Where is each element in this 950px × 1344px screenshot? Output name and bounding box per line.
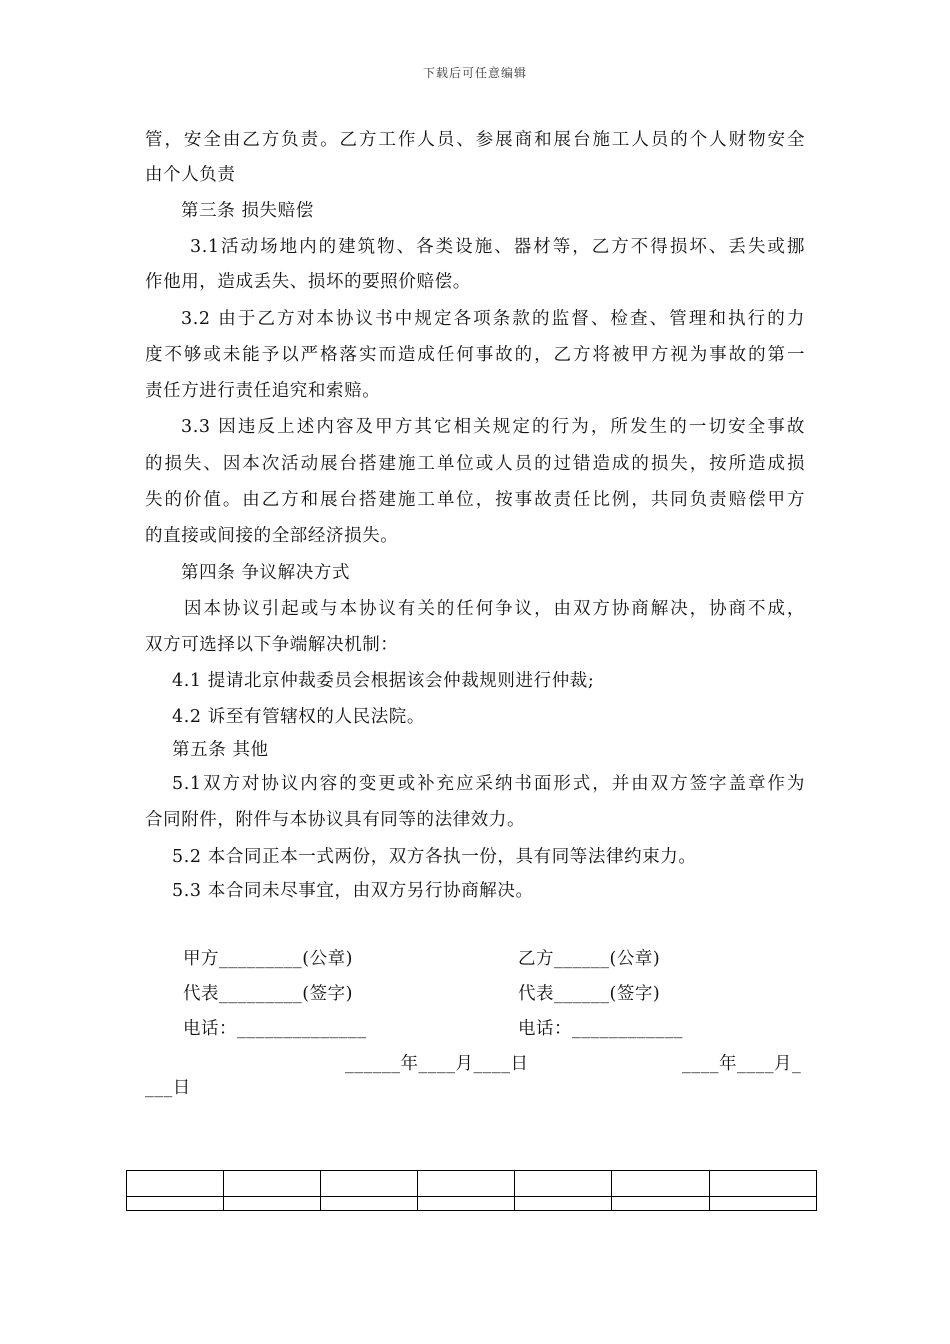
clause-4-line: 因本协议引起或与本协议有关的任何争议，由双方协商解决，协商不成， [184, 599, 805, 619]
clause-3-3-line: 3.3 因违反上述内容及甲方其它相关规定的行为，所发生的一切安全事故 [181, 417, 805, 437]
clause-3-2-line: 度不够或未能予以严格落实而造成任何事故的，乙方将被甲方视为事故的第一 [145, 345, 805, 365]
article-5-heading: 第五条 其他 [172, 740, 269, 760]
article-4-heading: 第四条 争议解决方式 [181, 563, 351, 583]
party-a-representative-line: 代表_________(签字) [183, 984, 353, 1004]
table-row [127, 1197, 817, 1211]
clause-4-2: 4.2 诉至有管辖权的人民法院。 [172, 707, 425, 727]
party-a-date-line: ______年____月____日 [345, 1054, 529, 1074]
table-cell [710, 1197, 817, 1211]
table-cell [612, 1197, 710, 1211]
table-cell [515, 1171, 612, 1197]
party-b-phone-line: 电话：____________ [518, 1019, 683, 1039]
clause-5-3: 5.3 本合同未尽事宜，由双方另行协商解决。 [172, 881, 534, 901]
table-cell [710, 1171, 817, 1197]
table-cell [321, 1197, 418, 1211]
table-cell [418, 1171, 515, 1197]
clause-text-line: 由个人负责 [145, 165, 236, 185]
clause-text-line: 管，安全由乙方负责。乙方工作人员、参展商和展台施工人员的个人财物安全 [145, 130, 805, 150]
clause-3-3-line: 的直接或间接的全部经济损失。 [145, 526, 399, 546]
table-cell [224, 1197, 321, 1211]
clause-3-2-line: 3.2 由于乙方对本协议书中规定各项条款的监督、检查、管理和执行的力 [181, 309, 805, 329]
party-b-date-line-continued: ___日 [145, 1078, 191, 1098]
party-b-seal-line: 乙方______(公章) [518, 949, 661, 969]
clause-5-1-line: 合同附件，附件与本协议具有同等的法律效力。 [145, 810, 526, 830]
table-cell [612, 1171, 710, 1197]
table-cell [418, 1197, 515, 1211]
page-header-note: 下载后可任意编辑 [422, 66, 527, 80]
clause-4-line: 双方可选择以下争端解决机制： [145, 635, 399, 655]
party-b-date-line: ____年____月_ [682, 1054, 802, 1074]
table-cell [127, 1197, 224, 1211]
footer-table [126, 1170, 817, 1211]
clause-5-2: 5.2 本合同正本一式两份，双方各执一份，具有同等法律约束力。 [172, 847, 697, 867]
table-cell [515, 1197, 612, 1211]
clause-4-1: 4.1 提请北京仲裁委员会根据该会仲裁规则进行仲裁; [172, 671, 595, 691]
table-row [127, 1171, 817, 1197]
article-3-heading: 第三条 损失赔偿 [181, 201, 314, 221]
table-cell [321, 1171, 418, 1197]
clause-5-1-line: 5.1双方对协议内容的变更或补充应采纳书面形式，并由双方签字盖章作为 [172, 774, 805, 794]
party-a-phone-line: 电话：______________ [183, 1019, 367, 1039]
clause-3-1-line: 3.1活动场地内的建筑物、各类设施、器材等，乙方不得损坏、丢失或挪 [190, 237, 805, 257]
table-cell [127, 1171, 224, 1197]
clause-3-3-line: 的损失、因本次活动展台搭建施工单位或人员的过错造成的损失，按所造成损 [145, 454, 805, 474]
clause-3-1-line: 作他用，造成丢失、损坏的要照价赔偿。 [145, 272, 471, 292]
clause-3-2-line: 责任方进行责任追究和索赔。 [145, 381, 381, 401]
party-a-seal-line: 甲方_________(公章) [183, 949, 353, 969]
table-cell [224, 1171, 321, 1197]
clause-3-3-line: 失的价值。由乙方和展台搭建施工单位，按事故责任比例，共同负责赔偿甲方 [145, 490, 805, 510]
party-b-representative-line: 代表______(签字) [518, 984, 661, 1004]
